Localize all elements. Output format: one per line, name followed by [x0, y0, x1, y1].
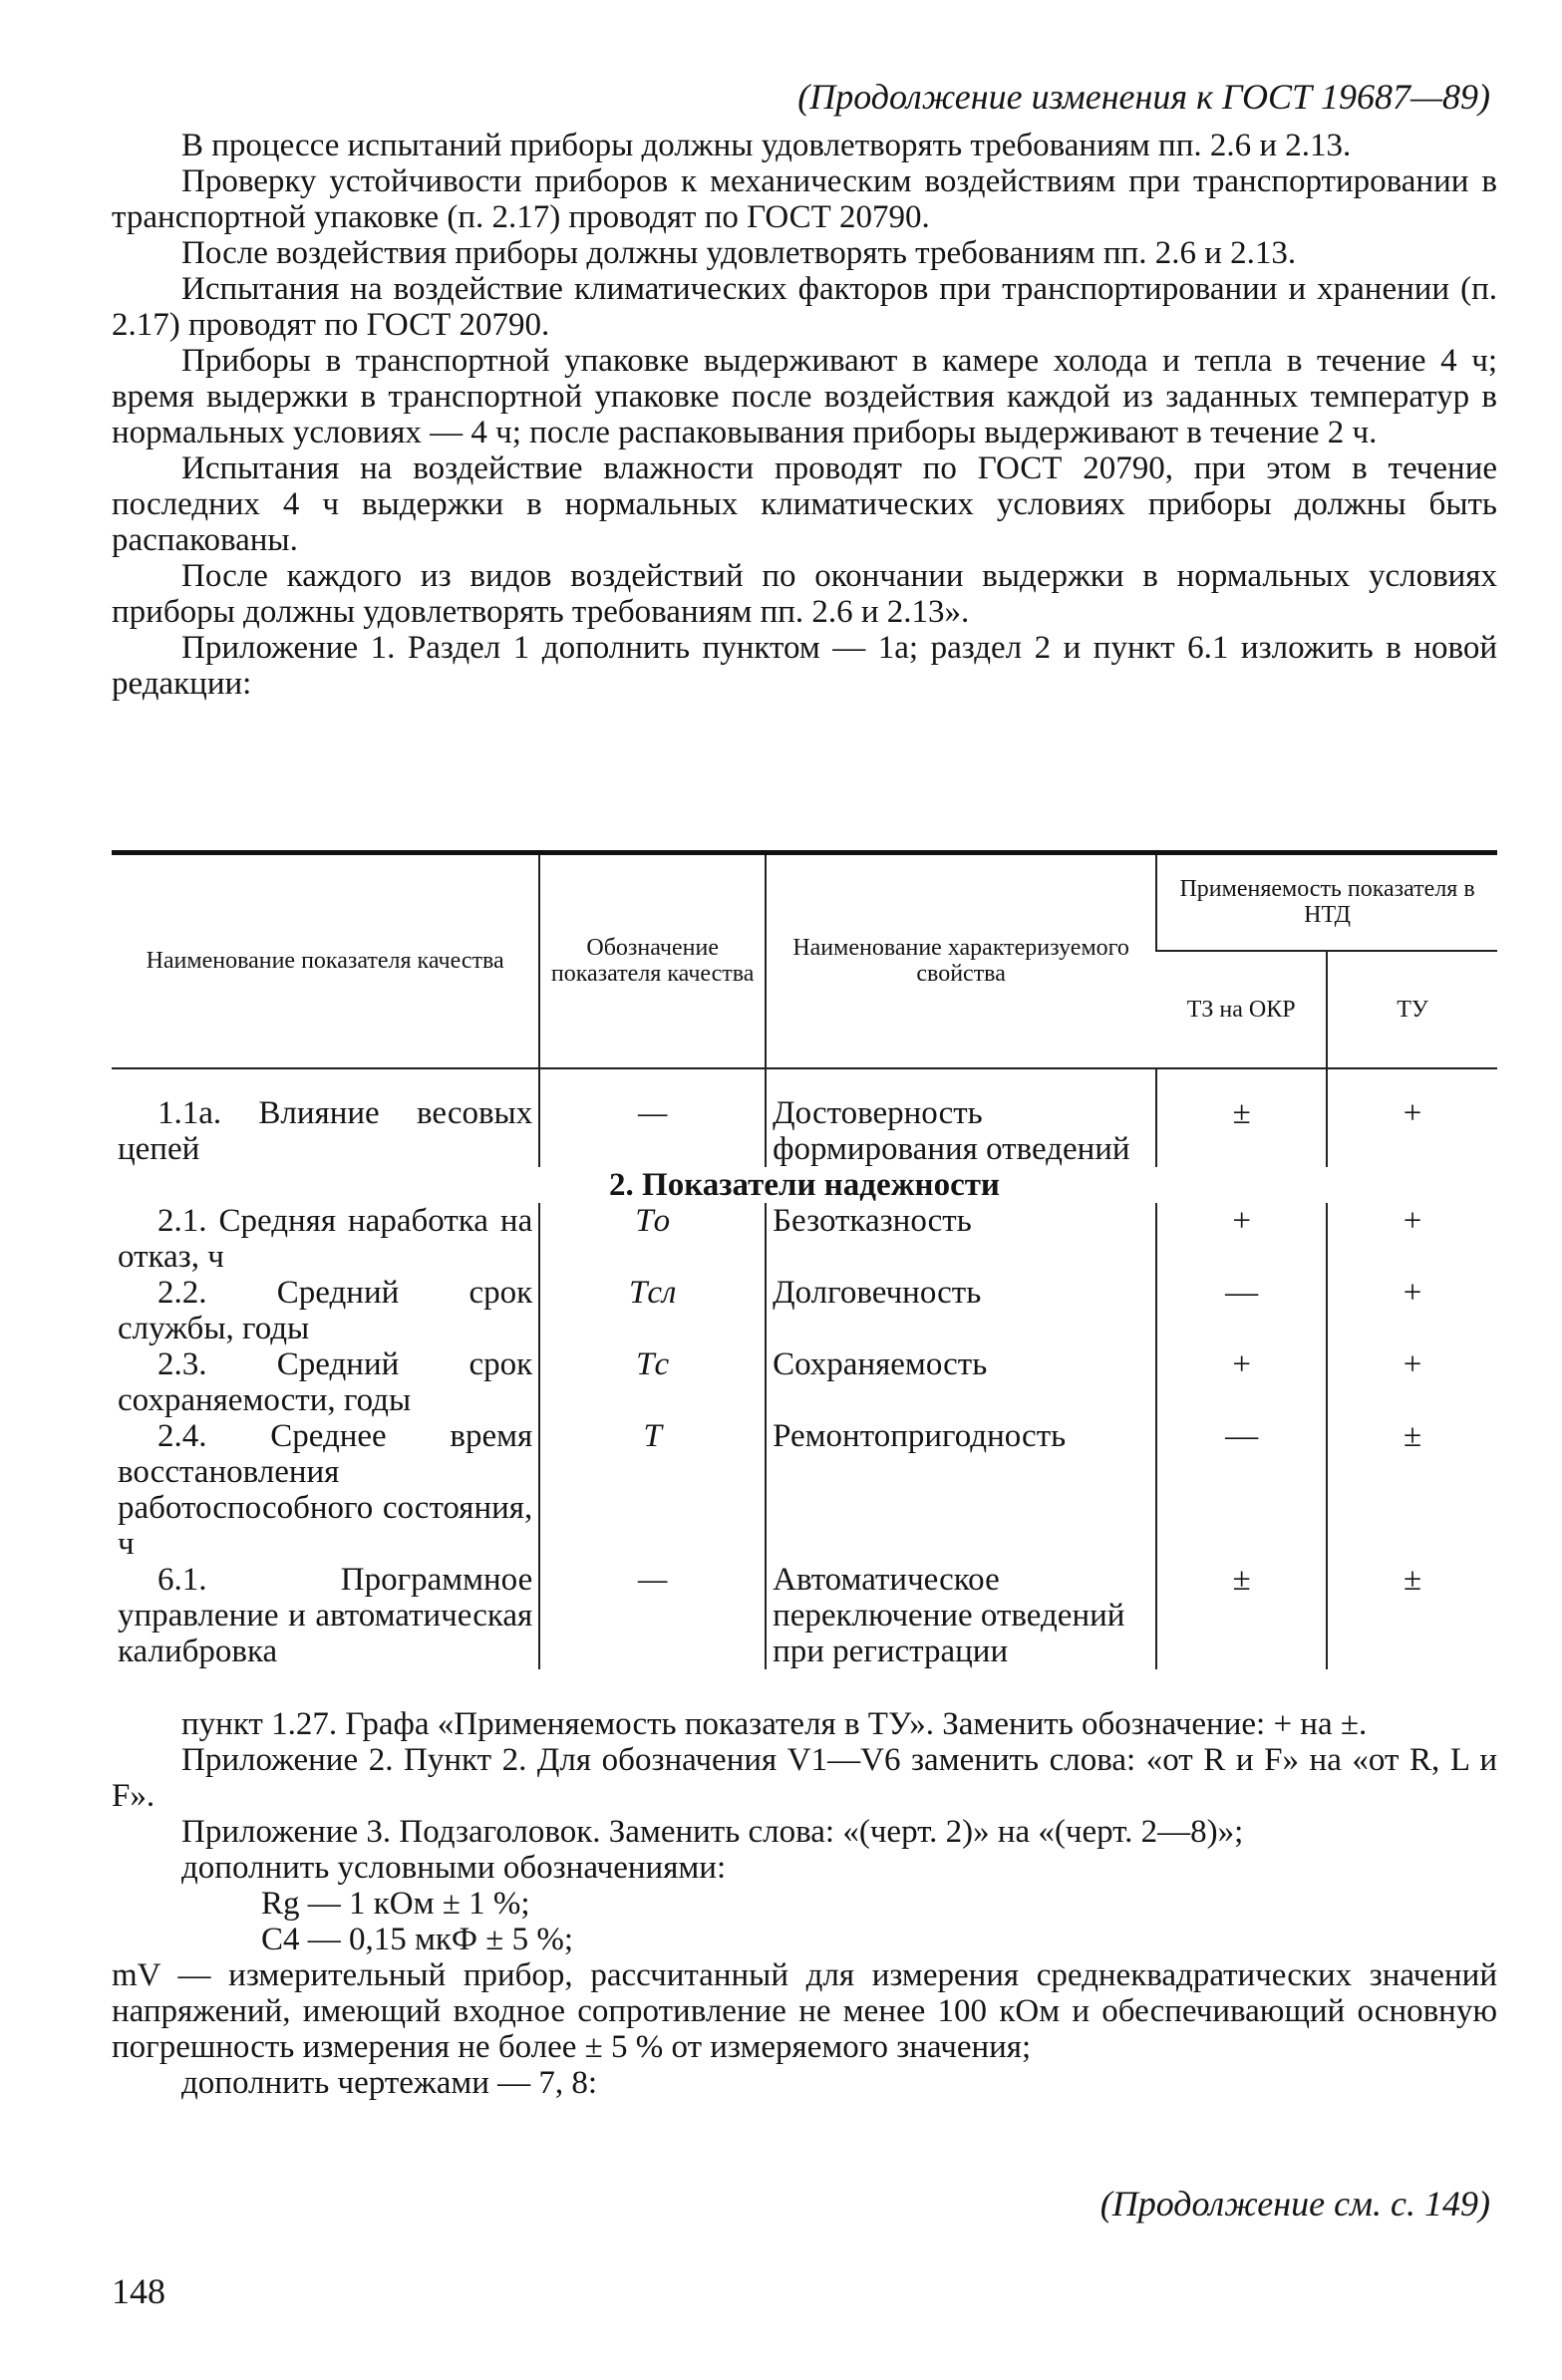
row-tu: ± [1327, 1418, 1497, 1562]
row-name: 6.1. Программное управление и автоматическая калибровка [118, 1561, 533, 1669]
header-property-name: Наименование характеризуемого свойства [766, 853, 1156, 1068]
row-tu: + [1327, 1203, 1497, 1275]
row-property: Безотказность [766, 1203, 1156, 1275]
paragraph: Проверку устойчивости приборов к механическим воздействиям при транспортировании в транспортной упаковке (п. 2.17) проводят по ГОСТ 20790. [112, 163, 1497, 235]
row-property: Автоматическое переключение отведений при регистрации [766, 1562, 1156, 1669]
row-tu: + [1327, 1275, 1497, 1346]
row-name: 2.2. Средний срок службы, годы [118, 1274, 533, 1346]
table-section-row [112, 1167, 1497, 1203]
row-tz: + [1156, 1203, 1327, 1275]
body-text [112, 128, 1497, 702]
row-tz: — [1156, 1275, 1327, 1346]
header-indicator-symbol: Обозначение показателя качества [539, 853, 766, 1068]
paragraph: После каждого из видов воздействий по окончании выдержки в нормальных условиях приборы должны удовлетворять требованиям пп. 2.6 и 2.13». [112, 558, 1497, 630]
paragraph: Испытания на воздействие климатических факторов при транспортировании и хранении (п. 2.17) проводят по ГОСТ 20790. [112, 271, 1497, 343]
row-property: Долговечность [766, 1275, 1156, 1346]
symbol-definition: C4 — 0,15 мкФ ± 5 %; [261, 1922, 574, 1957]
row-tz: + [1156, 1346, 1327, 1418]
paragraph: пункт 1.27. Графа «Применяемость показателя в ТУ». Заменить обозначение: + на ±. [181, 1706, 1368, 1742]
row-symbol: Tс [539, 1346, 766, 1418]
table-row [112, 1562, 1497, 1669]
quality-indicators-table [112, 850, 1497, 1669]
row-name: 2.3. Средний срок сохраняемости, годы [118, 1345, 533, 1418]
table-row [112, 1418, 1497, 1562]
row-tu: ± [1327, 1562, 1497, 1669]
paragraph: Приложение 2. Пункт 2. Для обозначения V1—V6 заменить слова: «от R и F» на «от R, L и F». [112, 1742, 1497, 1814]
continuation-note: (Продолжение см. с. 149) [1099, 2184, 1490, 2224]
row-name: 2.1. Средняя наработка на отказ, ч [118, 1202, 533, 1275]
running-header: (Продолжение изменения к ГОСТ 19687—89) [797, 77, 1490, 117]
row-symbol: — [539, 1068, 766, 1167]
row-tz: ± [1156, 1068, 1327, 1167]
row-tz: — [1156, 1418, 1327, 1562]
paragraph: дополнить условными обозначениями: [181, 1850, 727, 1886]
paragraph: В процессе испытаний приборы должны удовлетворять требованиям пп. 2.6 и 2.13. [181, 128, 1352, 163]
row-symbol: Tо [539, 1203, 766, 1275]
row-tu: + [1327, 1068, 1497, 1167]
row-symbol: Tсл [539, 1275, 766, 1346]
row-name: 1.1а. Влияние весовых цепей [118, 1094, 533, 1167]
table-row [112, 1275, 1497, 1346]
section-title: 2. Показатели надежности [609, 1166, 1000, 1203]
row-name: 2.4. Среднее время восстановления работоспособного состояния, ч [118, 1417, 533, 1562]
header-tz-okr: ТЗ на ОКР [1156, 951, 1327, 1068]
paragraph: Приборы в транспортной упаковке выдерживают в камере холода и тепла в течение 4 ч; время выдержки в транспортной упаковке после воздействия каждой из заданных температур в нормальных условиях — 4 ч; после распаковывания приборы выдерживают в течение 2 ч. [112, 343, 1497, 450]
paragraph: дополнить чертежами — 7, 8: [181, 2065, 598, 2101]
row-tu: + [1327, 1346, 1497, 1418]
row-symbol: — [539, 1562, 766, 1669]
symbol-definition: mV — измерительный прибор, рассчитанный для измерения среднеквадратических значений напряжений, имеющий входное сопротивление не менее 100 кОм и обеспечивающий основную погрешность измерения не более ± 5 % от измеряемого значения; [112, 1957, 1497, 2065]
header-indicator-name: Наименование показателя качества [112, 853, 539, 1068]
row-symbol: T [539, 1418, 766, 1562]
row-property: Достоверность формирования отведений [766, 1068, 1156, 1167]
after-table-text [112, 1706, 1497, 2101]
symbol-definition: Rg — 1 кОм ± 1 %; [261, 1886, 530, 1922]
paragraph: Приложение 3. Подзаголовок. Заменить слова: «(черт. 2)» на «(черт. 2—8)»; [181, 1814, 1244, 1850]
paragraph: После воздействия приборы должны удовлетворять требованиям пп. 2.6 и 2.13. [181, 235, 1297, 271]
row-tz: ± [1156, 1562, 1327, 1669]
header-applicability: Применяемость показателя в НТД [1156, 853, 1497, 951]
row-property: Ремонтопригодность [766, 1418, 1156, 1562]
row-property: Сохраняемость [766, 1346, 1156, 1418]
table-row [112, 1346, 1497, 1418]
header-tu: ТУ [1327, 951, 1497, 1068]
paragraph: Приложение 1. Раздел 1 дополнить пунктом — 1а; раздел 2 и пункт 6.1 изложить в новой редакции: [112, 630, 1497, 702]
table-row [112, 1068, 1497, 1167]
page-number: 148 [112, 2271, 165, 2311]
paragraph: Испытания на воздействие влажности проводят по ГОСТ 20790, при этом в течение последних 4 ч выдержки в нормальных климатических условиях приборы должны быть распакованы. [112, 450, 1497, 558]
table-row [112, 1203, 1497, 1275]
